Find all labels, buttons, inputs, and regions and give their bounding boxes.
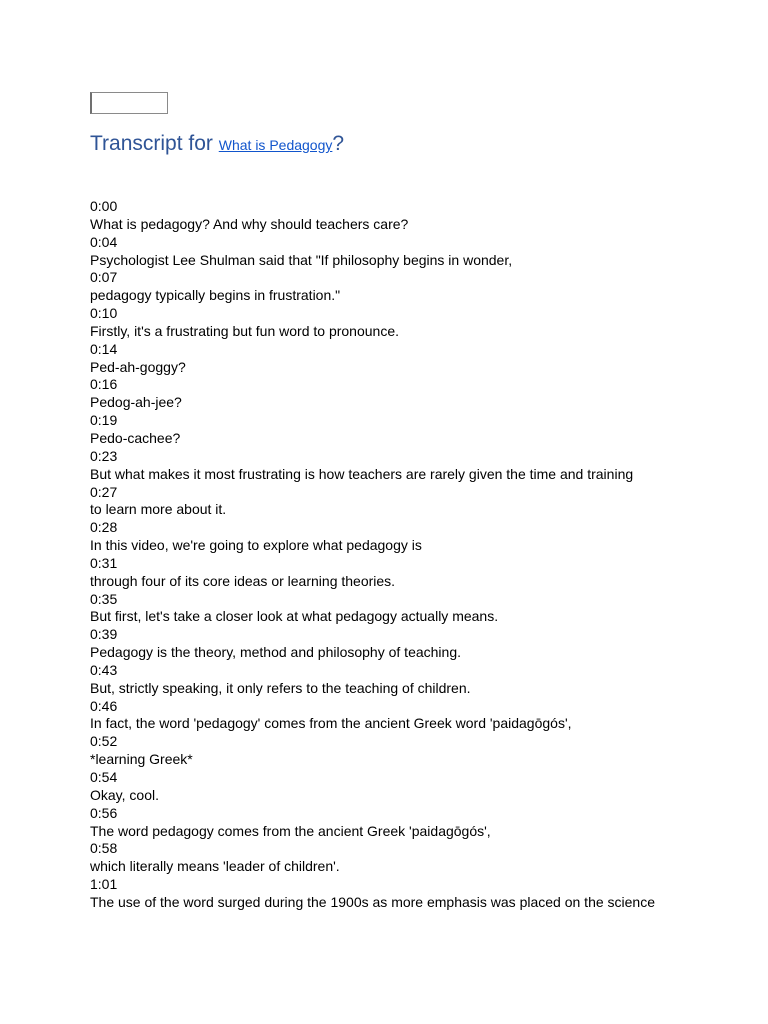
empty-input-box	[90, 92, 168, 114]
transcript-entry	[90, 805, 690, 841]
transcript-entry	[90, 733, 690, 769]
transcript-text: Psychologist Lee Shulman said that "If philosophy begins in wonder,	[90, 251, 513, 268]
timestamp[interactable]: 0:07	[90, 269, 118, 286]
transcript-entry	[90, 698, 690, 734]
transcript-entry	[90, 519, 690, 555]
transcript-text: *learning Greek*	[90, 751, 193, 768]
timestamp[interactable]: 0:46	[90, 697, 118, 714]
transcript-entry	[90, 305, 690, 341]
transcript-entry	[90, 198, 690, 234]
timestamp[interactable]: 0:54	[90, 769, 118, 785]
transcript-entry	[90, 876, 690, 912]
title-suffix: ?	[332, 132, 345, 155]
transcript-entry	[90, 769, 690, 805]
transcript-entry	[90, 376, 690, 412]
transcript-text: to learn more about it.	[90, 501, 227, 518]
transcript-entry	[90, 269, 690, 305]
timestamp[interactable]: 0:16	[90, 376, 118, 393]
timestamp[interactable]: 1:01	[90, 876, 118, 893]
transcript-text: Ped-ah-goggy?	[90, 358, 186, 375]
timestamp[interactable]: 0:23	[90, 447, 118, 464]
transcript-entry	[90, 484, 690, 520]
title-prefix: Transcript for	[90, 132, 219, 155]
timestamp[interactable]: 0:56	[90, 804, 118, 821]
transcript-text: But what makes it most frustrating is how teachers are rarely given the time and training	[90, 465, 634, 482]
timestamp[interactable]: 0:04	[90, 233, 118, 250]
transcript-text: through four of its core ideas or learning theories.	[90, 572, 396, 589]
transcript-list	[90, 198, 690, 912]
transcript-text: In this video, we're going to explore what pedagogy is	[90, 537, 422, 554]
transcript-entry	[90, 626, 690, 662]
title-link[interactable]: What is Pedagogy	[218, 137, 333, 153]
transcript-entry	[90, 555, 690, 591]
transcript-text: The use of the word surged during the 1900s as more emphasis was placed on the science	[90, 893, 655, 910]
transcript-entry	[90, 234, 690, 270]
transcript-text: Pedog-ah-jee?	[90, 394, 182, 411]
transcript-text: In fact, the word 'pedagogy' comes from the ancient Greek word 'paidagōgós',	[90, 715, 572, 732]
timestamp[interactable]: 0:52	[90, 733, 118, 750]
timestamp[interactable]: 0:39	[90, 626, 118, 643]
timestamp[interactable]: 0:31	[90, 554, 118, 571]
timestamp[interactable]: 0:14	[90, 340, 118, 357]
timestamp[interactable]: 0:19	[90, 412, 118, 429]
transcript-text: What is pedagogy? And why should teachers care?	[90, 215, 409, 232]
timestamp[interactable]: 0:43	[90, 661, 118, 678]
transcript-entry	[90, 840, 690, 876]
transcript-entry	[90, 412, 690, 448]
timestamp[interactable]: 0:35	[90, 590, 118, 607]
timestamp[interactable]: 0:27	[90, 483, 118, 500]
transcript-entry	[90, 662, 690, 698]
transcript-text: Pedo-cachee?	[90, 429, 181, 446]
transcript-text: Pedagogy is the theory, method and philosophy of teaching.	[90, 644, 461, 661]
timestamp[interactable]: 0:00	[90, 198, 118, 214]
transcript-entry	[90, 591, 690, 627]
transcript-text: But, strictly speaking, it only refers to the teaching of children.	[90, 679, 471, 696]
transcript-entry	[90, 448, 690, 484]
transcript-entry	[90, 341, 690, 377]
transcript-text: But first, let's take a closer look at what pedagogy actually means.	[90, 608, 499, 625]
timestamp[interactable]: 0:10	[90, 305, 118, 322]
timestamp[interactable]: 0:58	[90, 840, 118, 857]
transcript-text: The word pedagogy comes from the ancient Greek 'paidagōgós',	[90, 822, 491, 839]
transcript-text: pedagogy typically begins in frustration."	[90, 287, 341, 304]
transcript-text: Okay, cool.	[90, 786, 159, 803]
timestamp[interactable]: 0:28	[90, 519, 118, 536]
page-title	[90, 130, 344, 159]
transcript-text: which literally means 'leader of children'.	[90, 858, 340, 875]
transcript-text: Firstly, it's a frustrating but fun word to pronounce.	[90, 322, 399, 339]
